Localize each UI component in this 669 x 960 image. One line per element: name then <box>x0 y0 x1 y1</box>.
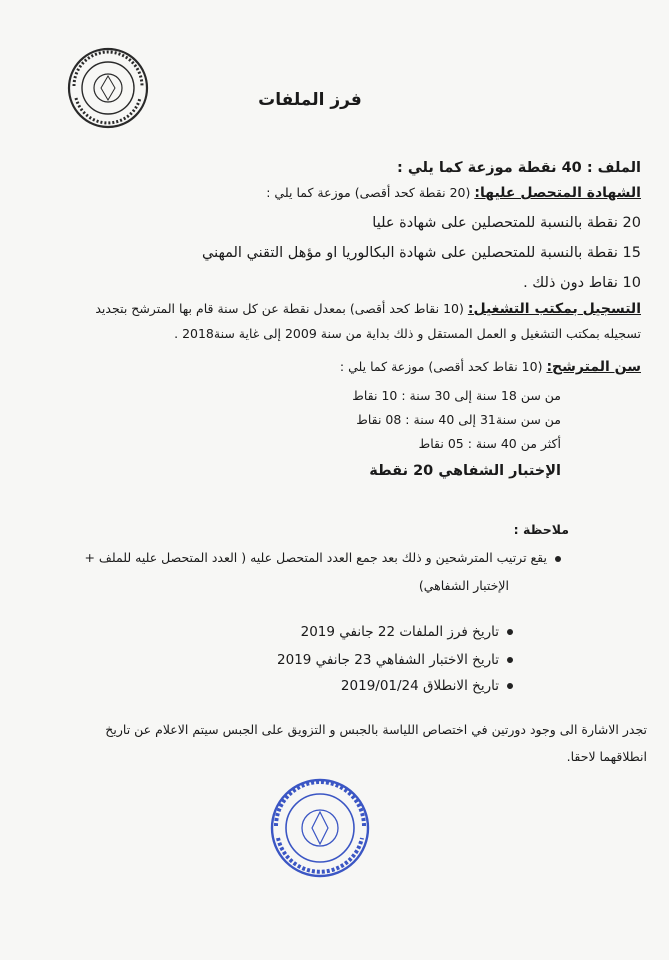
note-heading: ملاحظة : <box>513 522 569 537</box>
age-heading: سن المترشح: <box>546 359 641 375</box>
bullet-icon <box>555 556 561 562</box>
registration-desc: (10 نقاط كحد أقصى) بمعدل نقطة عن كل سنة قام بها المترشح بتجديد <box>95 301 464 316</box>
stamp-seal-bottom <box>268 776 372 880</box>
file-heading: الملف : 40 نقطة موزعة كما يلي : <box>397 160 641 176</box>
age-desc: (10 نقاط كحد أقصى) موزعة كما يلي : <box>339 359 543 374</box>
bullet-icon <box>507 657 513 663</box>
diploma-row <box>266 186 641 200</box>
list-item <box>277 652 513 668</box>
page-title: فرز الملفات <box>258 90 362 110</box>
registration-desc-2: تسجيله بمكتب التشغيل و العمل المستقل و ذلك بداية من سنة 2009 إلى غاية سنة2018 . <box>174 326 641 341</box>
age-item: من سن 18 سنة إلى 30 سنة : 10 نقاط <box>352 388 561 403</box>
list-item <box>84 550 561 565</box>
list-item <box>301 624 513 640</box>
date-sort: تاريخ فرز الملفات 22 جانفي 2019 <box>300 624 499 640</box>
age-row <box>340 360 641 374</box>
age-item: من سن سنة31 إلى 40 سنة : 08 نقاط <box>356 412 561 427</box>
diploma-desc: (20 نقطة كحد أقصى) موزعة كما يلي : <box>266 185 471 200</box>
diploma-item: 15 نقطة بالنسبة للمتحصلين على شهادة البكالوريا او مؤهل التقني المهني <box>201 245 641 261</box>
note-line-2: الإختبار الشفاهي) <box>418 578 509 593</box>
diploma-heading: الشهادة المتحصل عليها: <box>474 185 641 201</box>
date-start: تاريخ الانطلاق 2019/01/24 <box>340 678 499 694</box>
age-item: أكثر من 40 سنة : 05 نقاط <box>418 436 561 451</box>
stamp-seal-top <box>66 46 150 130</box>
bullet-icon <box>507 683 513 689</box>
note-line-1: يقع ترتيب المترشحين و ذلك بعد جمع العدد المتحصل عليه ( العدد المتحصل عليه للملف + <box>84 550 547 565</box>
date-oral: تاريخ الاختبار الشفاهي 23 جانفي 2019 <box>277 652 499 668</box>
list-item <box>341 678 513 694</box>
footer-note: تجدر الاشارة الى وجود دورتين في اختصاص اللياسة بالجبس و التزويق على الجبس سيتم الاعلام عن تاريخ انطلاقهما لاحقا. <box>105 722 647 764</box>
registration-heading: التسجيل بمكتب التشغيل: <box>467 301 641 317</box>
registration-row <box>95 302 641 316</box>
diploma-item: 20 نقطة بالنسبة للمتحصلين على شهادة عليا <box>372 215 641 231</box>
diploma-item: 10 نقاط دون ذلك . <box>523 275 641 291</box>
bullet-icon <box>507 629 513 635</box>
oral-exam: الإختبار الشفاهي 20 نقطة <box>369 463 561 479</box>
